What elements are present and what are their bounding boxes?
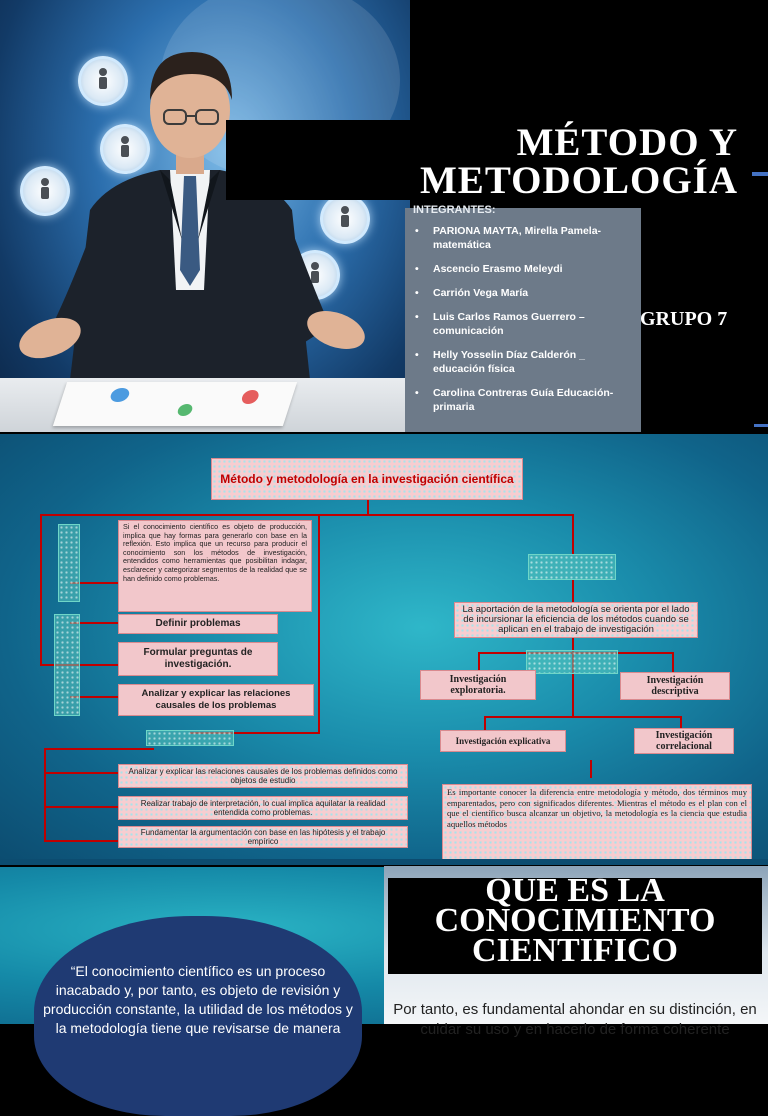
member-item: • Ascencio Erasmo Meleydi [411,262,637,276]
type-correlational: Investigación correlacional [634,728,734,754]
chart-papers [53,382,297,426]
connector-line [44,748,154,750]
connector-line [572,580,574,602]
step-analyze-relations: Analizar y explicar las relaciones causales de los problemas [118,684,314,716]
slide-3 [0,866,768,1038]
step-formulate-questions: Formular preguntas de investigación. [118,642,278,676]
type-exploratory: Investigación exploratoria. [420,670,536,700]
bottom-item: Fundamentar la argumentación con base en las hipótesis y el trabajo empírico [118,826,408,848]
connector-line [680,716,682,728]
member-item: • Carrión Vega María [411,286,637,300]
corner-accent [754,424,768,427]
connector-line [367,500,369,514]
slide-title [420,121,738,202]
blank-label-box [526,650,618,674]
type-descriptive: Investigación descriptiva [620,672,730,700]
vertical-label-box [58,524,80,602]
member-item: • PARIONA MAYTA, Mirella Pamela-matemática [411,224,637,252]
left-paragraph-box: Si el conocimiento científico es objeto de producción, implica que hay formas para generarlo con base en la reflexión. Esto implica que un recurso para producir el conocimiento son los métodos de investigación, entendidos como herramientas que posibilitan indagar, esclarecer y categorizar segmentos de la realidad que se han definido como problemas. [118,520,312,612]
connector-line [40,514,574,516]
connector-line [478,652,480,670]
connector-line [572,514,574,554]
slide-1 [0,0,768,432]
bottom-item: Analizar y explicar las relaciones causales de los problemas definidos como objetos de estudio [118,764,408,788]
businessman-photo [0,0,410,432]
members-header: INTEGRANTES: [413,204,496,216]
type-explanatory: Investigación explicativa [440,730,566,752]
map-title-box: Método y metodología en la investigación científica [211,458,523,500]
connector-line [484,716,486,730]
connector-line [590,760,592,778]
connector-line [44,840,118,842]
slide-3-title: QUE ES LA CONOCIMIENTO CIENTIFICO [434,872,716,969]
conclusion-box: Es importante conocer la diferencia entre metodología y método, dos términos muy emparentados, pero con significados diferentes. Mientras el método es el plan con el que el científico busca alcanzar un objetivo, la metodología es la ciencia que estudia aquellos métodos [442,784,752,862]
step-define-problems: Definir problemas [118,614,278,634]
members-list [411,224,637,424]
member-item: • Luis Carlos Ramos Guerrero –comunicación [411,310,637,338]
quote-text: “El conocimiento científico es un proceso inacabado y, por tanto, es objeto de revisión y producción constante, la utilidad de los métodos y la metodología tiene que revisarse de manera [43,963,353,1036]
title-accent-bar [752,172,768,176]
businessman-figure [10,30,380,390]
member-item: • Helly Yosselin Díaz Calderón _ educación física [411,348,637,376]
bottom-item: Realizar trabajo de interpretación, lo cual implica aquilatar la realidad entendida como problemas. [118,796,408,820]
slide-3-body-text: Por tanto, es fundamental ahondar en su distinción, en cuidar su uso y en hacerlo de forma coherente [393,1001,757,1038]
slide-2-footer-band [0,859,768,865]
slide-2-concept-map [0,434,768,864]
connector-line [44,772,118,774]
title-line-2: METODOLOGÍA [420,159,738,202]
connector-line [318,514,320,734]
connector-line [44,806,118,808]
connector-line [484,716,682,718]
member-item: • Carolina Contreras Guía Educación-primaria [411,386,637,414]
members-panel [405,204,641,432]
connector-line [44,748,46,842]
blank-label-box [528,554,616,580]
connector-line [40,514,42,664]
group-label: GRUPO 7 [640,308,728,330]
title-line-1: MÉTODO Y [516,121,738,164]
right-paragraph-box: La aportación de la metodología se orienta por el lado de incursionar la eficiencia de los métodos cuando se aplican en el trabajo de investigación [454,602,698,638]
divider [0,866,384,867]
blank-label-box [146,730,234,746]
vertical-label-box [54,614,80,716]
connector-line [672,652,674,672]
